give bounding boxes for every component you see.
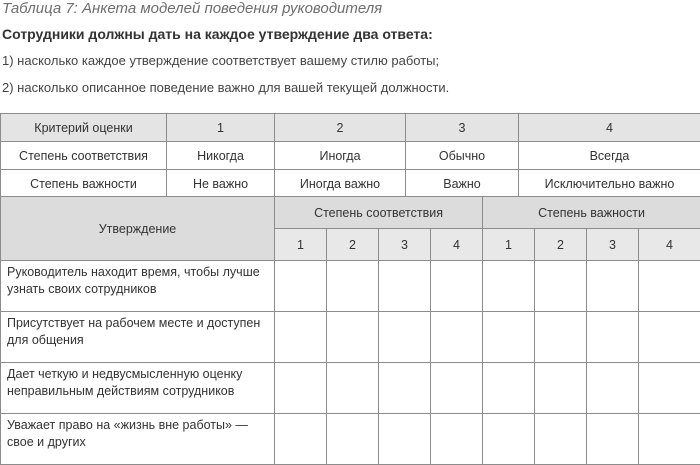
rating-cell[interactable] [535,261,587,312]
statement-line: Дает четкую и недвусмысленную оценку [7,367,242,381]
statement-row [1,363,700,414]
statement-text [1,363,275,414]
rating-cell[interactable] [483,363,535,414]
instruction-item-1: 1) насколько каждое утверждение соответствует вашему стилю работы; [2,53,439,68]
importance-group-header: Степень важности [483,197,700,229]
rating-cell[interactable] [535,312,587,363]
rating-cell[interactable] [327,312,379,363]
criteria-header-col: 4 [519,114,700,142]
statement-line: для общения [7,333,84,347]
rating-cell[interactable] [379,363,431,414]
statement-line: Руководитель находит время, чтобы лучше [7,265,260,279]
importance-scale-1: 1 [483,229,535,261]
rating-cell[interactable] [431,414,483,465]
statement-text [1,261,275,312]
rating-cell[interactable] [275,363,327,414]
rating-cell[interactable] [379,261,431,312]
instructions-heading: Сотрудники должны дать на каждое утверждение два ответа: [2,26,433,42]
criteria-row-label: Степень соответствия [1,142,167,170]
rating-cell[interactable] [587,414,639,465]
rating-cell[interactable] [535,414,587,465]
rating-cell[interactable] [275,414,327,465]
criteria-row-label: Степень важности [1,170,167,198]
statement-line: Уважает право на «жизнь вне работы» — [7,418,248,432]
statement-row [1,414,700,465]
statement-line: узнать своих сотрудников [7,282,157,296]
statement-line: неправильным действиям сотрудников [7,384,234,398]
rating-cell[interactable] [483,261,535,312]
criteria-cell: Не важно [167,170,275,198]
statement-row [1,312,700,363]
rating-cell[interactable] [639,363,700,414]
rating-cell[interactable] [587,363,639,414]
rating-cell[interactable] [327,261,379,312]
statement-column-header: Утверждение [1,197,275,261]
importance-scale-4: 4 [639,229,700,261]
criteria-header-col: 1 [167,114,275,142]
rating-cell[interactable] [327,363,379,414]
statement-row [1,261,700,312]
criteria-row [1,142,700,170]
rating-cell[interactable] [639,414,700,465]
criteria-header-label: Критерий оценки [1,114,167,142]
rating-cell[interactable] [639,312,700,363]
criteria-cell: Обычно [406,142,519,170]
rating-cell[interactable] [431,363,483,414]
rating-cell[interactable] [587,312,639,363]
table-caption [2,0,382,17]
criteria-table [0,113,700,198]
rating-cell[interactable] [483,312,535,363]
rating-cell[interactable] [587,261,639,312]
rating-cell[interactable] [431,312,483,363]
compliance-scale-3: 3 [379,229,431,261]
criteria-cell: Исключительно важно [519,170,700,198]
statement-line: свое и других [7,435,86,449]
criteria-row [1,170,700,198]
criteria-cell: Важно [406,170,519,198]
rating-cell[interactable] [275,261,327,312]
compliance-scale-2: 2 [327,229,379,261]
criteria-cell: Никогда [167,142,275,170]
criteria-header-row [1,114,700,142]
compliance-group-header: Степень соответствия [275,197,483,229]
rating-cell[interactable] [639,261,700,312]
statements-group-header-row [1,197,700,229]
criteria-cell: Всегда [519,142,700,170]
criteria-header-col: 3 [406,114,519,142]
rating-cell[interactable] [379,414,431,465]
caption-label: Таблица 7: [2,0,78,17]
rating-cell[interactable] [275,312,327,363]
criteria-header-col: 2 [275,114,406,142]
rating-cell[interactable] [431,261,483,312]
caption-text: Анкета моделей поведения руководителя [82,0,382,17]
statement-text [1,414,275,465]
compliance-scale-4: 4 [431,229,483,261]
rating-cell[interactable] [483,414,535,465]
compliance-scale-1: 1 [275,229,327,261]
importance-scale-3: 3 [587,229,639,261]
importance-scale-2: 2 [535,229,587,261]
rating-cell[interactable] [535,363,587,414]
instruction-item-2: 2) насколько описанное поведение важно для вашей текущей должности. [2,80,449,95]
statement-text [1,312,275,363]
criteria-cell: Иногда [275,142,406,170]
criteria-cell: Иногда важно [275,170,406,198]
rating-cell[interactable] [327,414,379,465]
statement-line: Присутствует на рабочем месте и доступен [7,316,260,330]
statements-table [0,196,700,465]
rating-cell[interactable] [379,312,431,363]
